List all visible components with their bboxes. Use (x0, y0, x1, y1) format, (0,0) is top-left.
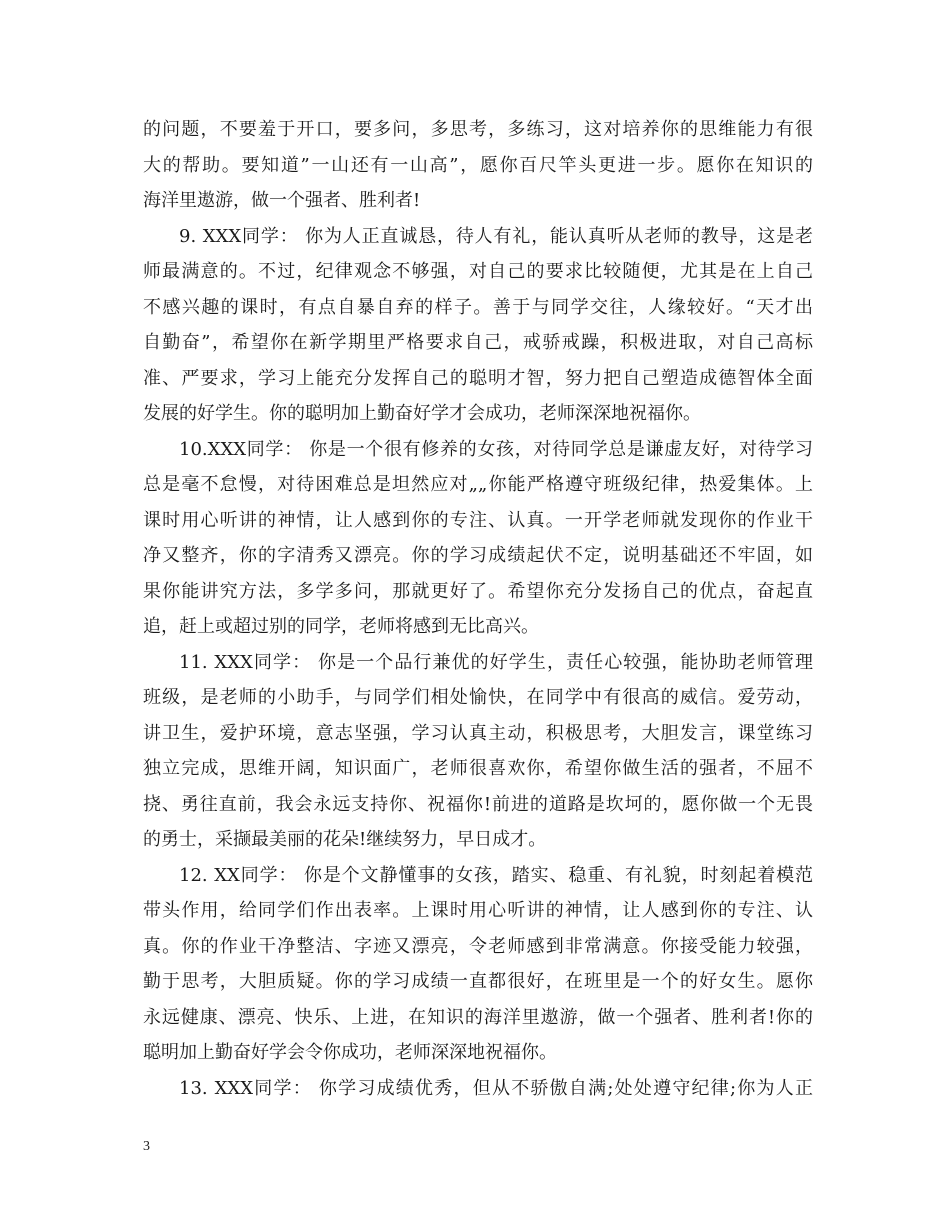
text-line: 大的帮助。要知道”一山还有一山高”，愿你百尺竿头更进一步。愿你在知识的 (143, 154, 813, 176)
text-line: 独立完成，思维开阔，知识面广，老师很喜欢你，希望你做生活的强者，不屈不 (143, 758, 813, 779)
text-line: 不感兴趣的课时，有点自暴自弃的样子。善于与同学交往，人缘较好。“天才出 (143, 296, 813, 318)
text-line: 准、严要求，学习上能充分发挥自己的聪明才智，努力把自己塑造成德智体全面 (143, 367, 813, 389)
text-line: 发展的好学生。你的聪明加上勤奋好学才会成功，老师深深地祝福你。 (143, 403, 701, 424)
text-line: 聪明加上勤奋好学会令你成功，老师深深地祝福你。 (143, 1042, 557, 1063)
text-line: 永远健康、漂亮、快乐、上进，在知识的海洋里遨游，做一个强者、胜利者!你的 (143, 1006, 813, 1028)
text-line: 的勇士，采撷最美丽的花朵!继续努力，早日成才。 (143, 829, 547, 850)
text-line: 净又整齐，你的字清秀又漂亮。你的学习成绩起伏不定，说明基础还不牢固，如 (143, 545, 813, 566)
text-line: 讲卫生，爱护环境，意志坚强，学习认真主动，积极思考，大胆发言，课堂练习 (143, 722, 813, 744)
text-line: 勤于思考，大胆质疑。你的学习成绩一直都很好，在班里是一个的好女生。愿你 (143, 971, 813, 992)
text-line: 课时用心听讲的神情，让人感到你的专注、认真。一开学老师就发现你的作业干 (143, 509, 813, 531)
text-line: 海洋里遨游，做一个强者、胜利者! (143, 190, 421, 211)
text-line: 11. XXX同学： 你是一个品行兼优的好学生，责任心较强，能协助老师管理 (179, 651, 813, 673)
text-line: 挠、勇往直前，我会永远支持你、祝福你!前进的道路是坎坷的，愿你做一个无畏 (143, 793, 813, 815)
text-line: 班级，是老师的小助手，与同学们相处愉快，在同学中有很高的威信。爱劳动， (143, 687, 813, 708)
text-line: 12. XX同学： 你是个文静懂事的女孩，踏实、稳重、有礼貌，时刻起着模范 (179, 864, 813, 886)
text-line: 总是毫不怠慢，对待困难总是坦然应对„„你能严格遵守班级纪律，热爱集体。上 (143, 474, 813, 495)
text-line: 真。你的作业干净整洁、字迹又漂亮，令老师感到非常满意。你接受能力较强， (143, 935, 813, 957)
text-line: 的问题，不要羞于开口，要多问，多思考，多练习，这对培养你的思维能力有很 (143, 119, 813, 140)
text-line: 追，赶上或超过别的同学，老师将感到无比高兴。 (143, 616, 539, 637)
text-line: 自勤奋”，希望你在新学期里严格要求自己，戒骄戒躁，积极进取，对自己高标 (143, 332, 813, 353)
document-body (143, 112, 813, 1106)
text-line: 9. XXX同学： 你为人正直诚恳，待人有礼，能认真听从老师的教导，这是老 (179, 225, 813, 247)
text-line: 13. XXX同学： 你学习成绩优秀，但从不骄傲自满;处处遵守纪律;你为人正 (179, 1077, 813, 1099)
page-number: 3 (143, 1139, 150, 1154)
text-line: 10.XXX同学： 你是一个很有修养的女孩，对待同学总是谦虚友好，对待学习 (179, 438, 813, 460)
text-line: 果你能讲究方法，多学多问，那就更好了。希望你充分发扬自己的优点，奋起直 (143, 580, 813, 602)
text-line: 师最满意的。不过，纪律观念不够强，对自己的要求比较随便，尤其是在上自己 (143, 261, 813, 282)
text-line: 带头作用，给同学们作出表率。上课时用心听讲的神情，让人感到你的专注、认 (143, 900, 813, 921)
